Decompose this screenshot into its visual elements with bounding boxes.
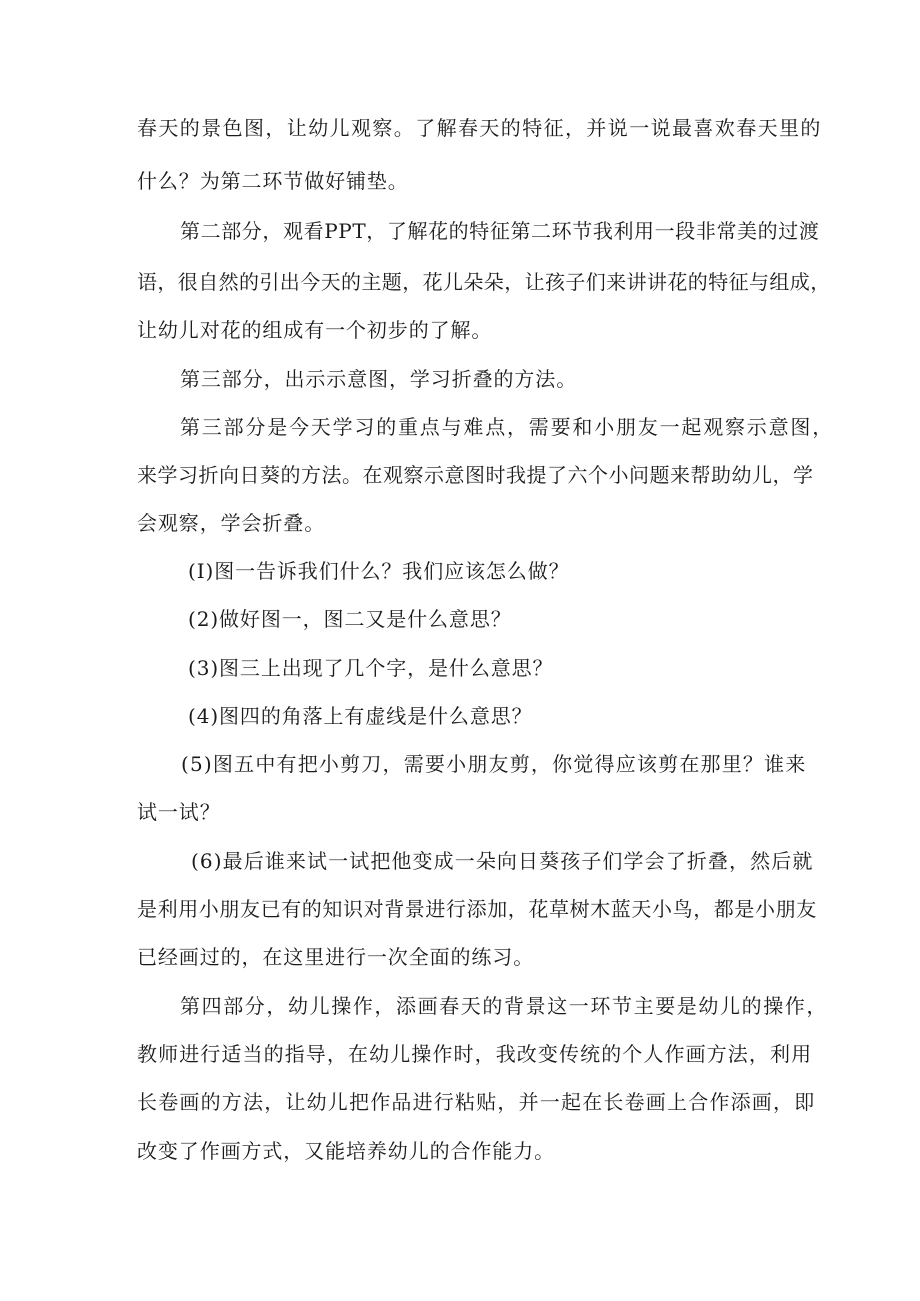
- text-line: 试一试？: [137, 800, 221, 824]
- text-line: 语，很自然的引出今天的主题，花儿朵朵，让孩子们来讲讲花的特征与组成，: [137, 270, 831, 294]
- text-line: 第二部分，观看PPT，了解花的特征第二环节我利用一段非常美的过渡: [180, 219, 820, 243]
- list-item: (3)图三上出现了几个字，是什么意思？: [188, 656, 554, 680]
- text-line: 改变了作画方式，又能培养幼儿的合作能力。: [137, 1139, 555, 1163]
- text-line: 春天的景色图，让幼儿观察。了解春天的特征，并说一说最喜欢春天里的: [137, 116, 822, 140]
- text-line: 第三部分，出示示意图，学习折叠的方法。: [180, 367, 578, 391]
- list-item: (2)做好图一，图二又是什么意思？: [188, 607, 512, 631]
- list-item: (5)图五中有把小剪刀，需要小朋友剪，你觉得应该剪在那里？谁来: [181, 752, 807, 776]
- text-line: 第四部分，幼儿操作，添画春天的背景这一环节主要是幼儿的操作，: [180, 994, 828, 1018]
- list-item: (6)最后谁来试一试把他变成一朵向日葵孩子们学会了折叠，然后就: [191, 849, 814, 873]
- list-item: (I)图一告诉我们什么？我们应该怎么做？: [188, 559, 570, 583]
- text-line: 长卷画的方法，让幼儿把作品进行粘贴，并一起在长卷画上合作添画，即: [137, 1090, 816, 1114]
- text-line: 让幼儿对花的组成有一个初步的了解。: [137, 318, 493, 342]
- list-item: (4)图四的角落上有虚线是什么意思？: [188, 704, 533, 728]
- text-line: 来学习折向日葵的方法。在观察示意图时我提了六个小问题来帮助幼儿，学: [137, 463, 814, 487]
- text-line: 已经画过的，在这里进行一次全面的练习。: [137, 945, 535, 969]
- text-line: 什么？为第二环节做好铺垫。: [137, 169, 409, 193]
- text-line: 第三部分是今天学习的重点与难点，需要和小朋友一起观察示意图，: [180, 415, 834, 439]
- text-line: 会观察，学会折叠。: [137, 511, 326, 535]
- text-line: 教师进行适当的指导，在幼儿操作时，我改变传统的个人作画方法，利用: [137, 1042, 813, 1066]
- text-line: 是利用小朋友已有的知识对背景进行添加，花草树木蓝天小鸟，都是小朋友: [137, 897, 817, 921]
